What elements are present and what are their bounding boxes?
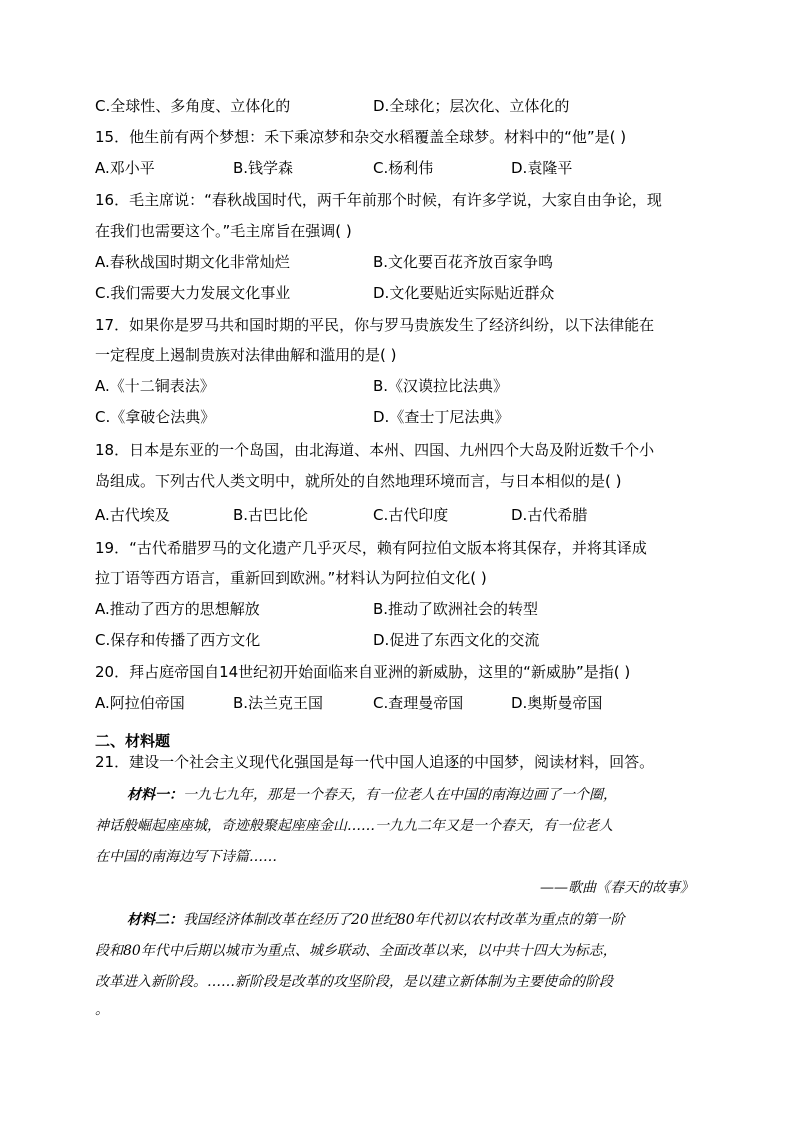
material-2-line2: 段和80年代中后期以城市为重点、城乡联动、全面改革以来，以中共十四大为标志， <box>95 943 617 959</box>
q16-option-b[interactable]: B.文化要百花齐放百家争鸣 <box>373 253 554 271</box>
q20-option-c[interactable]: C.查理曼帝国 <box>373 694 464 712</box>
q19-option-a[interactable]: A.推动了西方的思想解放 <box>95 600 260 618</box>
material-1-line3: 在中国的南海边写下诗篇…… <box>95 849 277 865</box>
q15-option-c[interactable]: C.杨利伟 <box>373 159 434 177</box>
q17-option-a[interactable]: A.《十二铜表法》 <box>95 377 215 395</box>
material-2-label: 材料二： <box>127 912 183 928</box>
material-1-line1 <box>127 785 617 805</box>
q20-option-b[interactable]: B.法兰克王国 <box>233 694 324 712</box>
q19-option-c[interactable]: C.保存和传播了西方文化 <box>95 631 261 649</box>
material-2-line4: 。 <box>95 1002 109 1018</box>
q17-option-d[interactable]: D.《查士丁尼法典》 <box>373 408 510 426</box>
q19-option-b[interactable]: B.推动了欧洲社会的转型 <box>373 600 539 618</box>
q16-option-c[interactable]: C.我们需要大力发展文化事业 <box>95 284 291 302</box>
q19-stem-line2: 拉丁语等西方语言，重新回到欧洲。”材料认为阿拉伯文化( ) <box>95 569 487 587</box>
q17-option-c[interactable]: C.《拿破仑法典》 <box>95 408 216 426</box>
q16-option-a[interactable]: A.春秋战国时期文化非常灿烂 <box>95 253 290 271</box>
material-1-source: ——歌曲《春天的故事》 <box>540 880 694 896</box>
q15-stem: 15．他生前有两个梦想：禾下乘凉梦和杂交水稻覆盖全球梦。材料中的“他”是( ) <box>95 128 627 146</box>
material-2-text: 我国经济体制改革在经历了20世纪80年代初以农村改革为重点的第一阶 <box>183 912 625 928</box>
q19-option-d[interactable]: D.促进了东西文化的交流 <box>373 631 540 649</box>
q20-option-d[interactable]: D.奥斯曼帝国 <box>511 694 603 712</box>
q18-option-b[interactable]: B.古巴比伦 <box>233 506 309 524</box>
section-heading-material: 二、材料题 <box>95 732 171 750</box>
q18-stem-line2: 岛组成。下列古代人类文明中，就所处的自然地理环境而言，与日本相似的是( ) <box>95 472 622 490</box>
q18-option-a[interactable]: A.古代埃及 <box>95 506 170 524</box>
material-1-label: 材料一： <box>127 787 183 803</box>
q16-stem-line2: 在我们也需要这个。”毛主席旨在强调( ) <box>95 222 352 240</box>
q20-option-a[interactable]: A.阿拉伯帝国 <box>95 694 185 712</box>
material-1-text: 一九七九年，那是一个春天，有一位老人在中国的南海边画了一个圈， <box>183 787 617 803</box>
q17-stem-line1: 17．如果你是罗马共和国时期的平民，你与罗马贵族发生了经济纠纷，以下法律能在 <box>95 316 655 334</box>
q16-option-d[interactable]: D.文化要贴近实际贴近群众 <box>373 284 555 302</box>
q18-stem-line1: 18．日本是东亚的一个岛国，由北海道、本州、四国、九州四个大岛及附近数千个小 <box>95 441 655 459</box>
q15-option-d[interactable]: D.袁隆平 <box>511 159 573 177</box>
material-2-line1 <box>127 910 625 930</box>
q19-stem-line1: 19．“古代希腊罗马的文化遗产几乎灭尽，赖有阿拉伯文版本将其保存，并将其译成 <box>95 539 647 557</box>
q17-option-b[interactable]: B.《汉谟拉比法典》 <box>373 377 509 395</box>
q15-option-a[interactable]: A.邓小平 <box>95 159 155 177</box>
q21-stem: 21．建设一个社会主义现代化强国是每一代中国人追逐的中国梦，阅读材料，回答。 <box>95 753 655 771</box>
q18-option-c[interactable]: C.古代印度 <box>373 506 449 524</box>
q18-option-d[interactable]: D.古代希腊 <box>511 506 588 524</box>
material-2-line3: 改革进入新阶段。……新阶段是改革的攻坚阶段，是以建立新体制为主要使命的阶段 <box>95 974 613 990</box>
q14-option-d[interactable]: D.全球化；层次化、立体化的 <box>373 97 570 115</box>
q16-stem-line1: 16．毛主席说：“春秋战国时代，两千年前那个时候，有许多学说，大家自由争论，现 <box>95 191 662 209</box>
q17-stem-line2: 一定程度上遏制贵族对法律曲解和滥用的是( ) <box>95 346 397 364</box>
q15-option-b[interactable]: B.钱学森 <box>233 159 294 177</box>
q20-stem: 20．拜占庭帝国自14世纪初开始面临来自亚洲的新威胁，这里的“新威胁”是指( ) <box>95 663 631 681</box>
material-1-line2: 神话般崛起座座城，奇迹般聚起座座金山……一九九二年又是一个春天，有一位老人 <box>95 818 613 834</box>
q14-option-c[interactable]: C.全球性、多角度、立体化的 <box>95 97 291 115</box>
